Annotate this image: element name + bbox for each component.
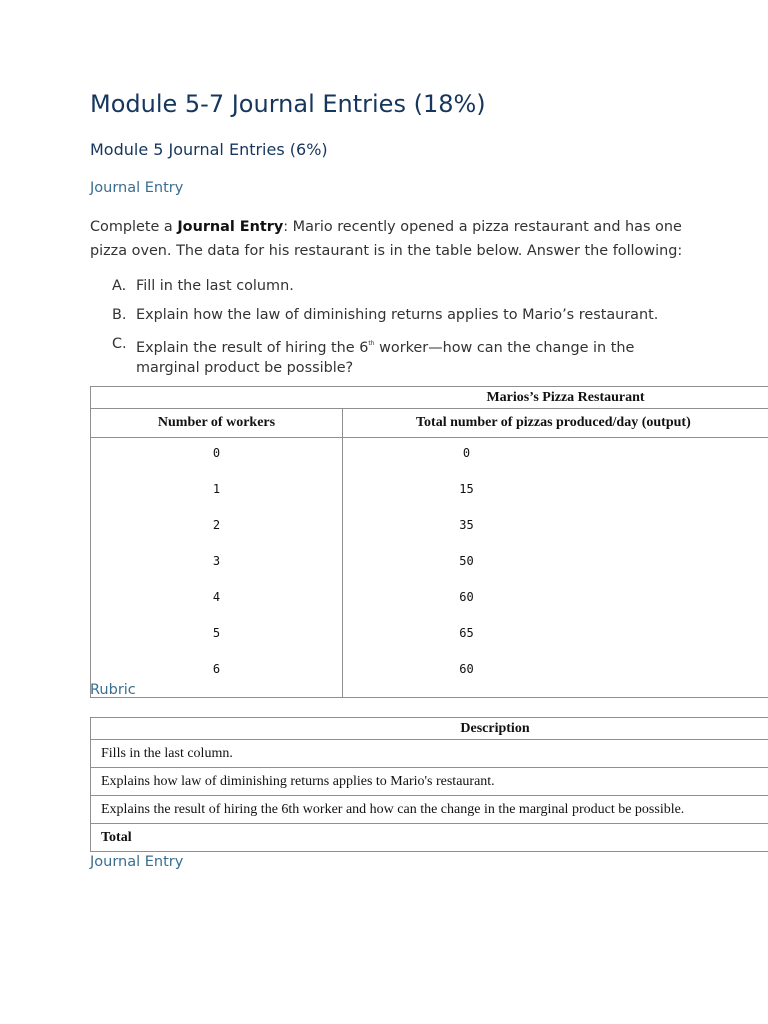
intro-lead: Complete a [90, 219, 178, 235]
question-letter: A. [112, 278, 127, 294]
workers-column [91, 438, 343, 698]
table-cell: 0 [462, 446, 471, 460]
table-cell: 4 [212, 590, 221, 604]
table-cell: 60 [459, 590, 474, 604]
rubric-total: Total [91, 824, 768, 852]
table-cell: 1 [212, 482, 221, 496]
footer-journal-entry-heading: Journal Entry [90, 854, 184, 870]
question-letter: B. [112, 307, 127, 323]
pizzas-column [343, 438, 768, 698]
question-item [90, 334, 690, 378]
workers-list [91, 438, 342, 697]
rubric-table [90, 717, 768, 852]
page-title: Module 5-7 Journal Entries (18%) [90, 90, 486, 118]
table-cell: 3 [212, 554, 221, 568]
rubric-heading: Rubric [90, 682, 136, 698]
intro-paragraph [90, 215, 700, 263]
table-cell: 15 [459, 482, 474, 496]
intro-rest: : Mario recently opened a pizza restaurant and has one pizza oven. The data for his restaurant is in the table below. Answer the following: [90, 219, 683, 259]
pizzas-list [343, 438, 768, 697]
table-cell: 65 [459, 626, 474, 640]
table-caption: Marios’s Pizza Restaurant [91, 387, 768, 409]
table-cell: 0 [212, 446, 221, 460]
pizza-data-table [90, 386, 768, 698]
intro-bold: Journal Entry [177, 219, 284, 235]
column-header-pizzas: Total number of pizzas produced/day (output) [343, 409, 768, 438]
table-cell: 6 [212, 662, 221, 676]
question-text-before: Explain the result of hiring the 6 [136, 340, 369, 356]
table-cell: 5 [212, 626, 221, 640]
table-cell: 60 [459, 662, 474, 676]
question-superscript: th [368, 340, 375, 347]
question-letter: C. [112, 336, 127, 352]
question-text: Fill in the last column. [136, 278, 294, 294]
question-item [90, 305, 690, 325]
question-list [90, 276, 690, 387]
table-cell: 50 [459, 554, 474, 568]
rubric-header: Description [91, 718, 768, 740]
table-cell: 35 [459, 518, 474, 532]
question-item [90, 276, 690, 296]
question-text-after: worker—how can the change in the marginal product be possible? [136, 340, 635, 376]
section-title: Module 5 Journal Entries (6%) [90, 140, 328, 159]
question-text: Explain how the law of diminishing returns applies to Mario’s restaurant. [136, 307, 659, 323]
rubric-row: Explains how law of diminishing returns applies to Mario's restaurant. [91, 768, 768, 796]
rubric-row: Fills in the last column. [91, 740, 768, 768]
rubric-row: Explains the result of hiring the 6th worker and how can the change in the marginal product be possible. [91, 796, 768, 824]
column-header-workers: Number of workers [91, 409, 343, 438]
table-cell: 2 [212, 518, 221, 532]
journal-entry-heading: Journal Entry [90, 180, 184, 196]
